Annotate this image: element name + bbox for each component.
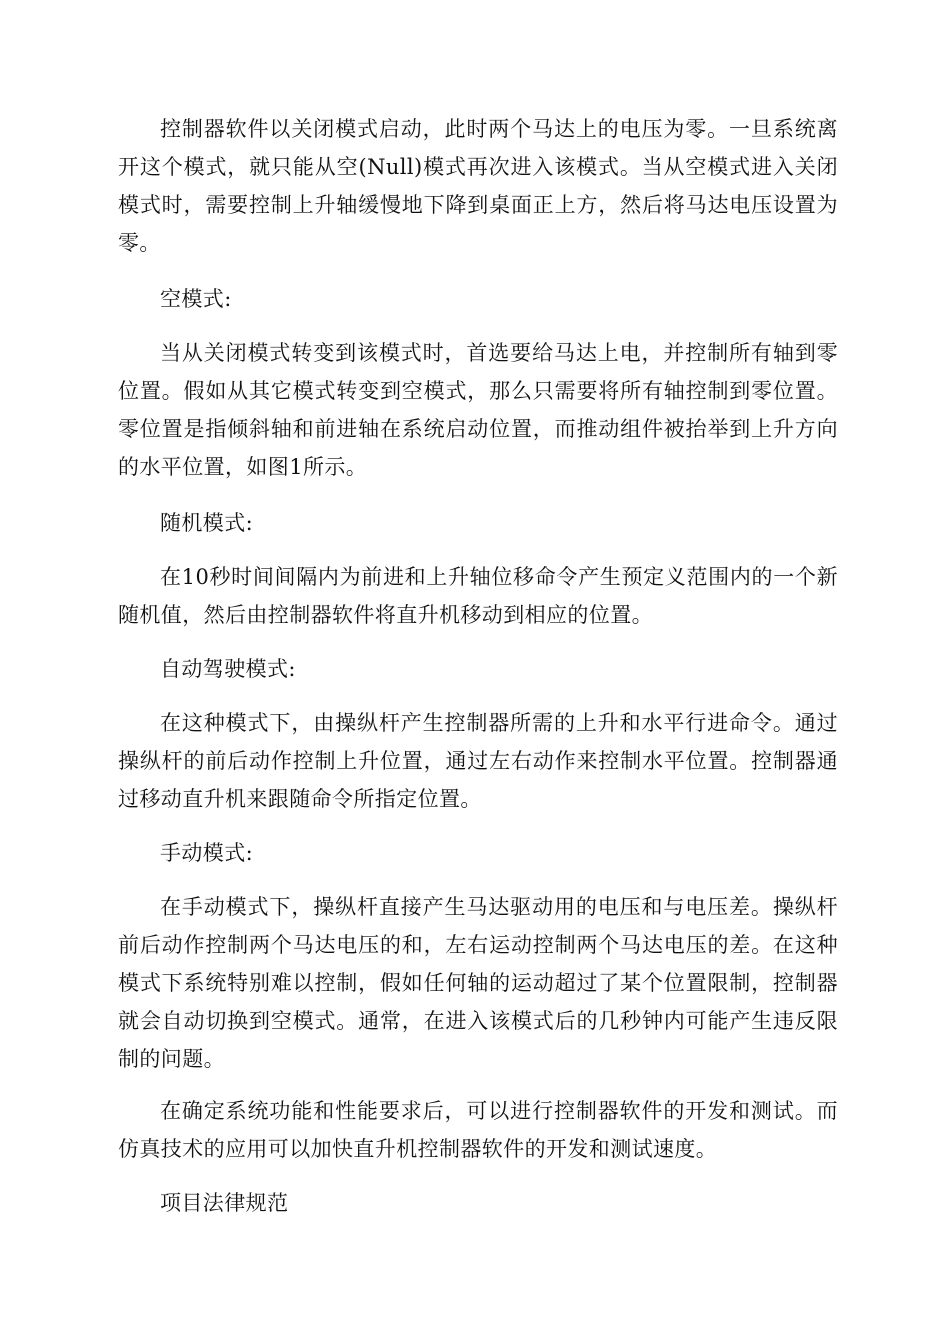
heading-null-mode: 空模式: [160,287,232,311]
heading-random-mode: 随机模式: [160,511,254,535]
heading-project-legal: 项目法律规范 [160,1191,289,1215]
paragraph-null-mode: 当从关闭模式转变到该模式时，首选要给马达上电，并控制所有轴到零位置。假如从其它模式转变到空模式，那么只需要将所有轴控制到零位置。零位置是指倾斜轴和前进轴在系统启动位置，而推动组件被抬举到上升方向的水平位置，如图1所示。 [118,341,838,479]
paragraph-manual-mode: 在手动模式下，操纵杆直接产生马达驱动用的电压和与电压差。操纵杆前后动作控制两个马达电压的和，左右运动控制两个马达电压的差。在这种模式下系统特别难以控制，假如任何轴的运动超过了某个位置限制，控制器就会自动切换到空模式。通常，在进入该模式后的几秒钟内可能产生违反限制的问题。 [118,895,838,1071]
heading-manual-mode: 手动模式: [160,841,254,865]
paragraph-autopilot-mode: 在这种模式下，由操纵杆产生控制器所需的上升和水平行进命令。通过操纵杆的前后动作控制上升位置，通过左右动作来控制水平位置。控制器通过移动直升机来跟随命令所指定位置。 [118,711,838,811]
paragraph-shutdown-mode: 控制器软件以关闭模式启动，此时两个马达上的电压为零。一旦系统离开这个模式，就只能从空(Null)模式再次进入该模式。当从空模式进入关闭模式时，需要控制上升轴缓慢地下降到桌面正上方，然后将马达电压设置为零。 [118,117,838,255]
paragraph-random-mode: 在10秒时间间隔内为前进和上升轴位移命令产生预定义范围内的一个新随机值，然后由控制器软件将直升机移动到相应的位置。 [118,565,838,627]
paragraph-development-testing: 在确定系统功能和性能要求后，可以进行控制器软件的开发和测试。而仿真技术的应用可以加快直升机控制器软件的开发和测试速度。 [118,1099,838,1161]
heading-autopilot-mode: 自动驾驶模式: [160,657,296,681]
